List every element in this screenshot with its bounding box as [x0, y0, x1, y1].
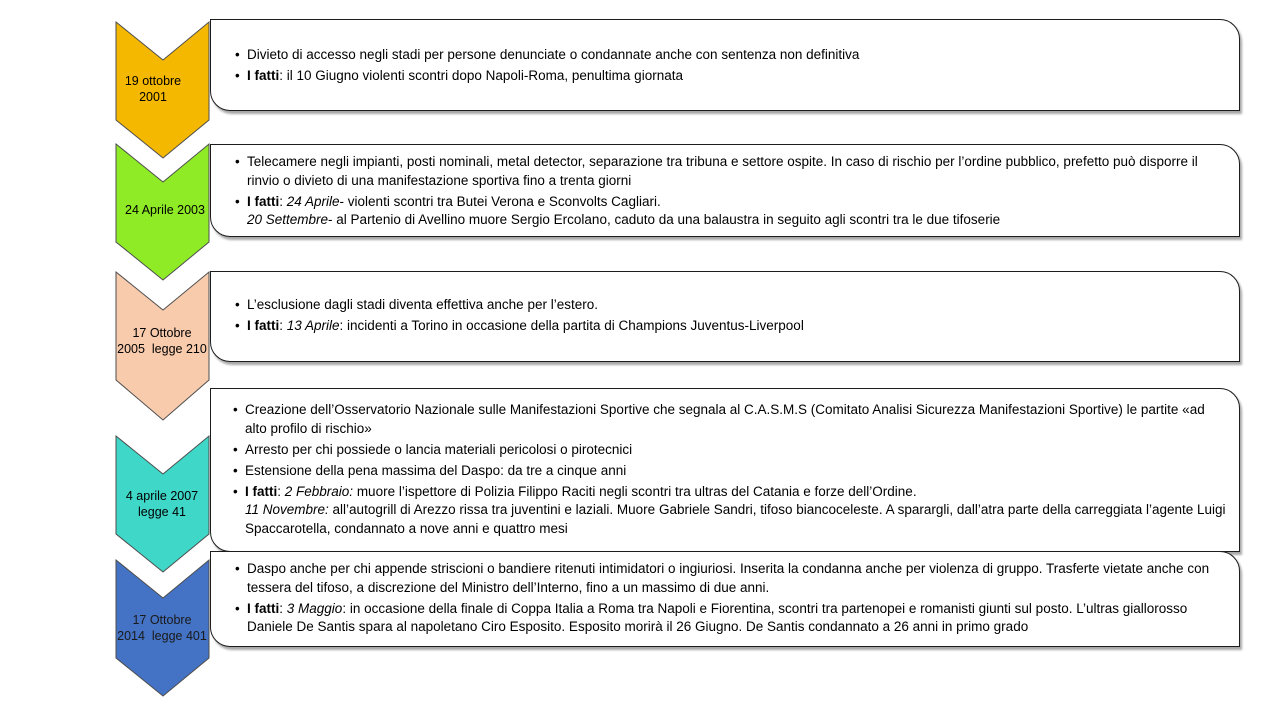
event-list — [233, 153, 1209, 230]
event-list-item — [233, 317, 1239, 336]
event-text-run: Telecamere negli impianti, posti nominali, metal detector, separazione tra tribuna e settore ospite. In caso di rischio per l’ordine pubblico, prefetto può disporre il rinvio o divieto di una manifestazione sportiva fino a trenta giorni — [247, 154, 1198, 188]
event-list-item — [233, 211, 1209, 230]
event-list-item — [233, 560, 1227, 597]
date-label-2005: 17 Ottobre 2005 legge 210 — [117, 326, 207, 356]
event-box-2003 — [210, 144, 1240, 237]
date-label-2001: 19 ottobre 2001 — [124, 74, 182, 104]
event-text-run: I fatti — [247, 600, 280, 616]
event-text-run: 2 Febbraio: — [284, 483, 354, 499]
event-text-run: muore l’ispettore di Polizia Filippo Raciti negli scontri tra ultras del Catania e forze dell’Ordine. — [353, 483, 917, 499]
event-text-run: Estensione della pena massima del Daspo: da tre a cinque anni — [245, 462, 627, 478]
event-box-2007 — [210, 388, 1240, 552]
event-list-item — [231, 401, 1229, 438]
event-text-run: L’esclusione dagli stadi diventa effettiva anche per l’estero. — [247, 297, 598, 312]
event-list-item — [233, 153, 1209, 190]
event-text-run: : in occasione della finale di Coppa Italia a Roma tra Napoli e Fiorentina, scontri tra partenopei e romanisti giunti sul posto. L’ultras giallorosso Daniele De Santis spara al napoletano Ciro Esposito. Esposito morirà il 26 Giugno. De Santis condannato a 26 anni in primo grado — [247, 600, 1188, 634]
event-list-item — [231, 483, 1229, 502]
event-text-run: : — [279, 318, 287, 333]
event-list — [231, 401, 1229, 538]
event-box-2014 — [210, 551, 1240, 647]
event-list-item — [233, 46, 1239, 65]
event-text-run: : — [279, 193, 287, 209]
event-list — [233, 296, 1239, 336]
event-text-run: I fatti — [245, 483, 278, 499]
event-text-run: : — [277, 483, 285, 499]
date-label-2003: 24 Aprile 2003 — [125, 203, 205, 217]
event-text-run: I fatti — [247, 68, 280, 83]
event-text-run: Daspo anche per chi appende striscioni o bandiere ritenuti intimidatori o ingiuriosi. Inserita la condanna anche per violenza di gruppo. Trasferte vietate anche con tessera del tifoso, a discrezione del Ministro dell’Interno, fino a un massimo di due anni. — [247, 561, 1210, 595]
event-text-run: Creazione dell’Osservatorio Nazionale sulle Manifestazioni Sportive che segnala al C.A.S.M.S (Comitato Analisi Sicurezza Manifestazioni Sportive) le partite «ad alto profilo di rischio» — [245, 402, 1205, 436]
event-list-item — [233, 67, 1239, 86]
event-text-run: 3 Maggio — [286, 600, 343, 616]
event-text-run: Arresto per chi possiede o lancia materiali pericolosi o pirotecnici — [245, 441, 633, 457]
event-text-run: all’autogrill di Arezzo rissa tra juventini e laziali. Muore Gabriele Sandri, tifoso biancoceleste. A sparargli, dall’atra parte della carreggiata l’agente Luigi Spaccarotella, condannato a nove anni e quattro mesi — [245, 502, 1226, 536]
event-list-item — [233, 296, 1239, 315]
event-list-item — [231, 441, 1229, 460]
event-text-run: I fatti — [247, 193, 280, 209]
event-text-run: 24 Aprile — [286, 193, 340, 209]
event-text-run: : il 10 Giugno violenti scontri dopo Napoli-Roma, penultima giornata — [279, 68, 683, 83]
event-list-item — [233, 193, 1209, 212]
event-text-run: 11 Novembre: — [245, 502, 329, 517]
event-list-item — [233, 600, 1227, 637]
date-label-2007: 4 aprile 2007 legge 41 — [125, 489, 199, 519]
event-list — [233, 46, 1239, 86]
event-text-run: Divieto di accesso negli stadi per persone denunciate o condannate anche con sentenza non definitiva — [247, 47, 860, 62]
event-text-run: - violenti scontri tra Butei Verona e Sconvolts Cagliari. — [339, 193, 661, 209]
event-list-item — [231, 501, 1229, 538]
event-text-run: - al Partenio di Avellino muore Sergio Ercolano, caduto da una balaustra in seguito agli scontri tra le due tifoserie — [328, 212, 1001, 227]
event-box-2005 — [210, 271, 1240, 362]
date-label-2014: 17 Ottobre 2014 legge 401 — [112, 612, 212, 644]
event-text-run: : — [279, 600, 287, 616]
event-list — [233, 560, 1227, 637]
event-text-run: I fatti — [247, 318, 280, 333]
event-text-run: 20 Settembre — [247, 212, 329, 227]
event-text-run: : incidenti a Torino in occasione della partita di Champions Juventus-Liverpool — [339, 318, 804, 333]
event-text-run: 13 Aprile — [286, 318, 340, 333]
event-box-2001 — [210, 19, 1240, 111]
event-list-item — [231, 462, 1229, 481]
date-label-2014-line2: 2014 legge 401 — [117, 629, 207, 643]
